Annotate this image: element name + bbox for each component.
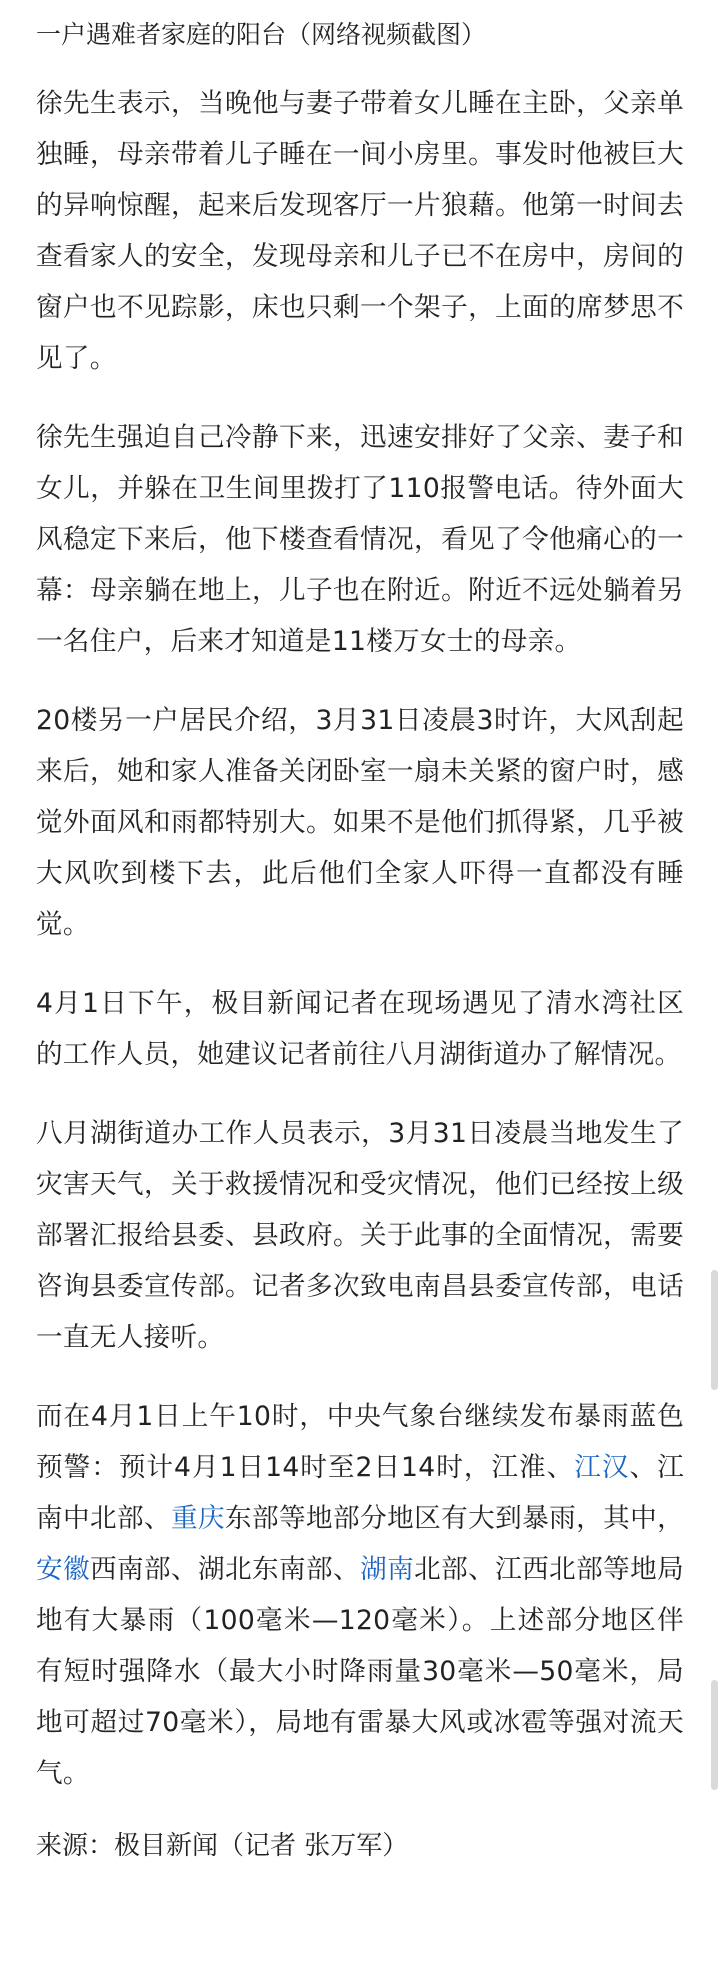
scrollbar-thumb-upper[interactable] xyxy=(711,1270,718,1390)
scrollbar-thumb-lower[interactable] xyxy=(711,1680,718,1790)
source-line: 来源：极目新闻（记者 张万军） xyxy=(36,1831,409,1861)
image-caption: 一户遇难者家庭的阳台（网络视频截图） xyxy=(36,20,487,49)
paragraph-reporter-visit: 4月1日下午，极目新闻记者在现场遇见了清水湾社区的工作人员，她建议记者前往八月湖街道办了解情况。 xyxy=(36,988,684,1070)
weather-text-1: 而在4月1日上午10时，中央气象台继续发布暴雨蓝色预警：预计4月1日14时至2日14时，江淮、 xyxy=(36,1401,684,1483)
paragraph-xu-account: 徐先生表示，当晚他与妻子带着女儿睡在主卧，父亲单独睡，母亲带着儿子睡在一间小房里。事发时他被巨大的异响惊醒，起来后发现客厅一片狼藉。他第一时间去查看家人的安全，发现母亲和儿子已不在房中，房间的窗户也不见踪影，床也只剩一个架子，上面的席梦思不见了。 xyxy=(36,88,684,374)
link-chongqing[interactable]: 重庆 xyxy=(171,1503,226,1534)
paragraph-floor-20-resident: 20楼另一户居民介绍，3月31日凌晨3时许，大风刮起来后，她和家人准备关闭卧室一扇未关紧的窗户时，感觉外面风和雨都特别大。如果不是他们抓得紧，几乎被大风吹到楼下去，此后他们全家人吓得一直都没有睡觉。 xyxy=(36,705,684,940)
weather-text-3: 东部等地部分地区有大到暴雨，其中， xyxy=(225,1503,685,1534)
weather-text-5: 北部、江西北部等地局地有大暴雨（100毫米—120毫米）。上述部分地区伴有短时强降水（最大小时降雨量30毫米—50毫米，局地可超过70毫米），局地有雷暴大风或冰雹等强对流天气。 xyxy=(36,1554,685,1789)
link-hunan[interactable]: 湖南 xyxy=(360,1554,415,1585)
link-anhui[interactable]: 安徽 xyxy=(36,1554,91,1585)
paragraph-xu-response: 徐先生强迫自己冷静下来，迅速安排好了父亲、妻子和女儿，并躲在卫生间里拨打了110报警电话。待外面大风稳定下来后，他下楼查看情况，看见了令他痛心的一幕：母亲躺在地上，儿子也在附近。附近不远处躺着另一名住户，后来才知道是11楼万女士的母亲。 xyxy=(36,422,684,657)
link-jianghan[interactable]: 江汉 xyxy=(574,1452,630,1483)
paragraph-street-office: 八月湖街道办工作人员表示，3月31日凌晨当地发生了灾害天气，关于救援情况和受灾情况，他们已经按上级部署汇报给县委、县政府。关于此事的全面情况，需要咨询县委宣传部。记者多次致电南昌县委宣传部，电话一直无人接听。 xyxy=(36,1118,684,1353)
weather-text-2: 、江南中北部、 xyxy=(36,1452,684,1534)
weather-text-4: 西南部、湖北东南部、 xyxy=(90,1554,361,1585)
paragraph-weather-warning xyxy=(36,1391,684,1799)
